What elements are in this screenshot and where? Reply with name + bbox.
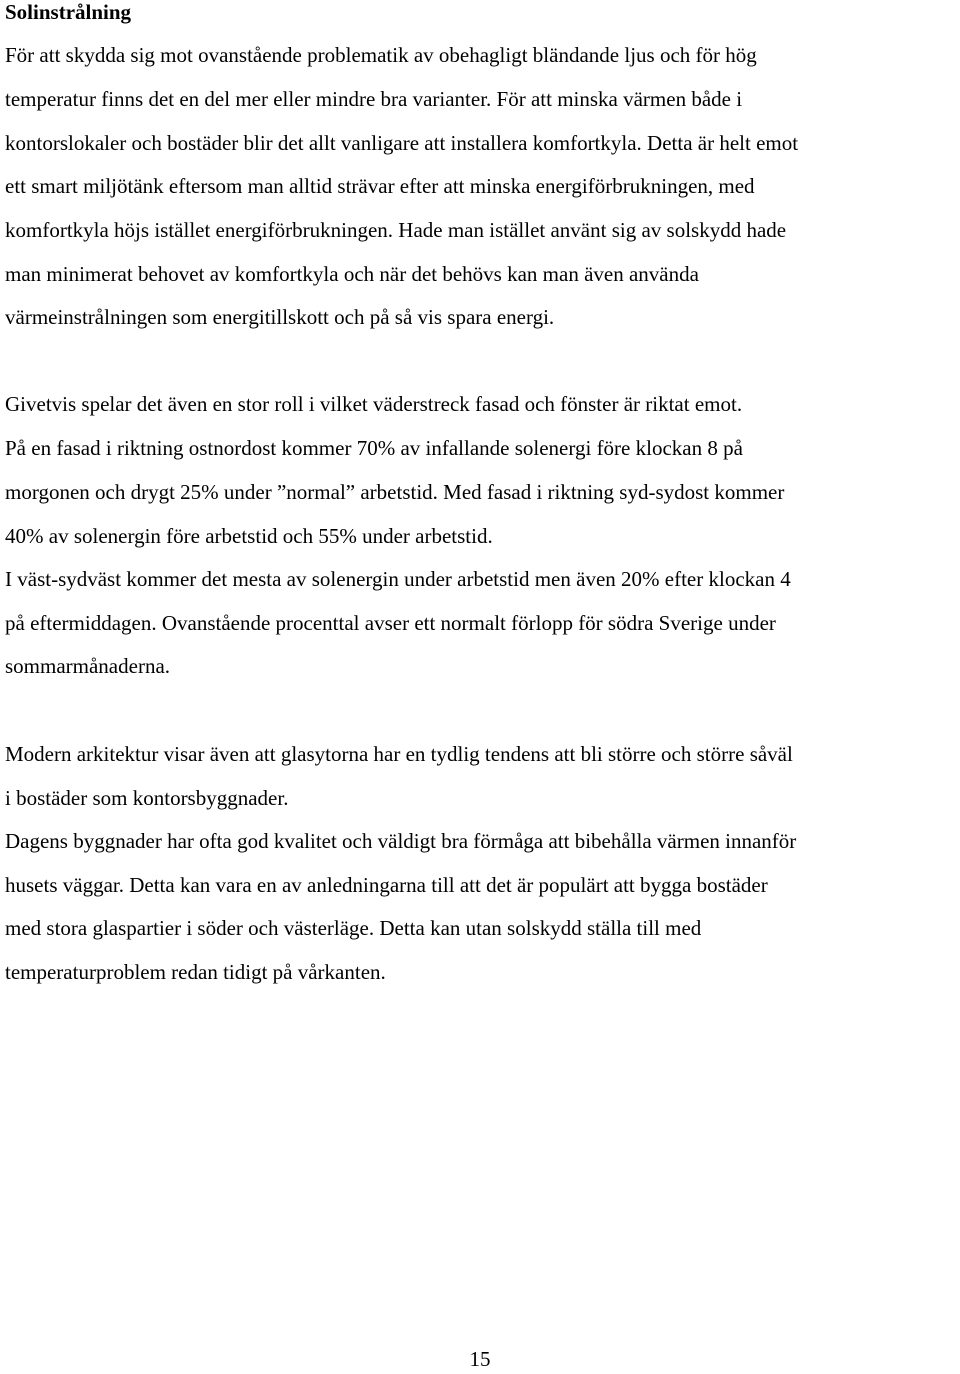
paragraph-1-line-6: man minimerat behovet av komfortkyla och när det behövs kan man även använda [5,262,699,286]
paragraph-1-line-5: komfortkyla höjs istället energiförbrukningen. Hade man istället använt sig av solskydd hade [5,218,787,242]
paragraph-1-line-3: kontorslokaler och bostäder blir det allt vanligare att installera komfortkyla. Detta är helt emot [5,131,799,155]
paragraph-1-line-2: temperatur finns det en del mer eller mindre bra varianter. För att minska värmen både i [5,87,743,111]
paragraph-2-line-2: På en fasad i riktning ostnordost kommer 70% av infallande solenergi före klockan 8 på [5,436,743,460]
paragraph-2-line-6: på eftermiddagen. Ovanstående procenttal avser ett normalt förlopp för södra Sverige under [5,611,776,635]
page-number: 15 [469,1347,491,1371]
paragraph-1-line-1: För att skydda sig mot ovanstående problematik av obehagligt bländande ljus och för hög [5,43,757,67]
paragraph-2-line-7: sommarmånaderna. [5,654,171,678]
paragraph-2-line-5: I väst-sydväst kommer det mesta av solenergin under arbetstid men även 20% efter klockan 4 [5,567,791,591]
paragraph-3-line-2: i bostäder som kontorsbyggnader. [5,786,289,810]
paragraph-2-line-3: morgonen och drygt 25% under ”normal” arbetstid. Med fasad i riktning syd-sydost kommer [5,480,785,504]
paragraph-3-line-1: Modern arkitektur visar även att glasytorna har en tydlig tendens att bli större och större såväl [5,742,793,766]
paragraph-3-line-6: temperaturproblem redan tidigt på vårkanten. [5,960,386,984]
paragraph-1-line-7: värmeinstrålningen som energitillskott och på så vis spara energi. [5,305,555,329]
paragraph-2-line-1: Givetvis spelar det även en stor roll i vilket väderstreck fasad och fönster är riktat emot. [5,392,743,416]
section-heading: Solinstrålning [5,0,132,24]
paragraph-1-line-4: ett smart miljötänk eftersom man alltid strävar efter att minska energiförbrukningen, med [5,174,755,198]
paragraph-3-line-4: husets väggar. Detta kan vara en av anledningarna till att det är populärt att bygga bostäder [5,873,768,897]
paragraph-2-line-4: 40% av solenergin före arbetstid och 55% under arbetstid. [5,524,493,548]
paragraph-3-line-3: Dagens byggnader har ofta god kvalitet och väldigt bra förmåga att bibehålla värmen innanför [5,829,797,853]
paragraph-3-line-5: med stora glaspartier i söder och västerläge. Detta kan utan solskydd ställa till med [5,916,702,940]
